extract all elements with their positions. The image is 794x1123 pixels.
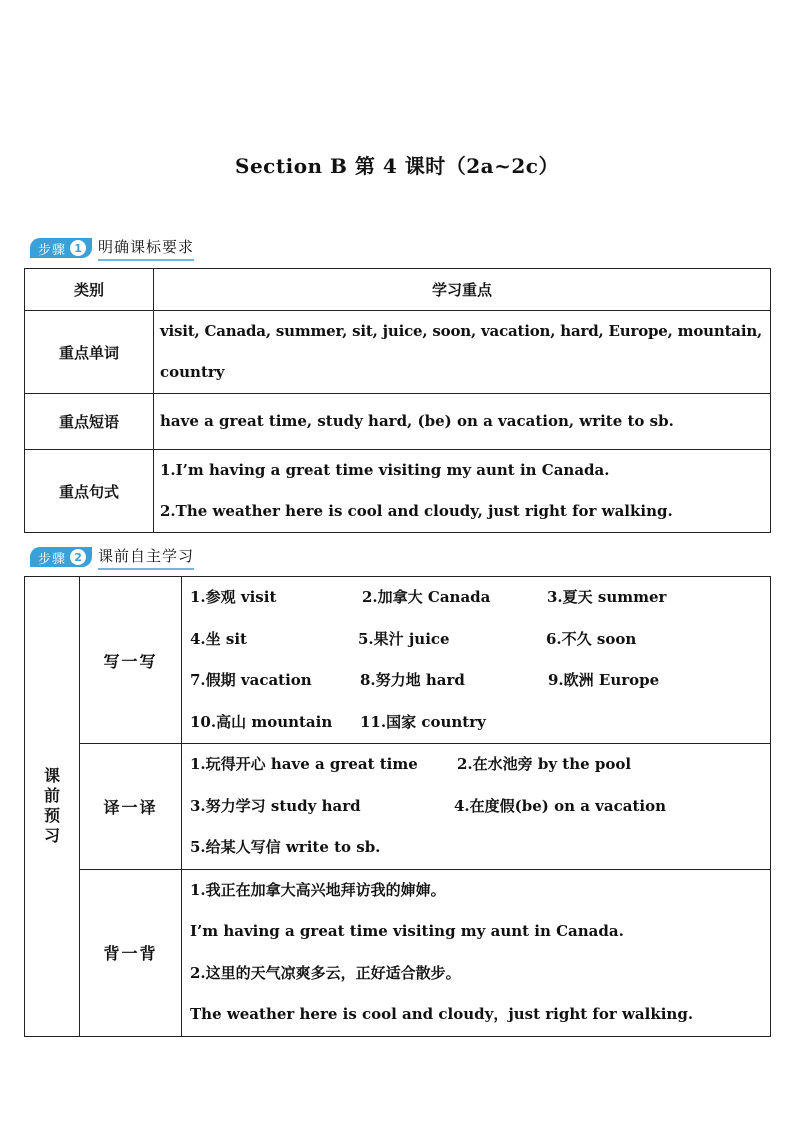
list-item xyxy=(190,786,762,828)
step-number: 1 xyxy=(70,240,86,256)
step-badge-text: 步骤 xyxy=(38,242,67,258)
vocab-item: 1.参观 visit xyxy=(190,588,277,606)
content-line: have a great time, study hard, (be) on a vacation, write to sb. xyxy=(160,412,674,430)
vocab-item: 6.不久 soon xyxy=(546,629,637,648)
table-header-row xyxy=(25,269,771,311)
content-line: visit, Canada, summer, sit, juice, soon, vacation, hard, Europe, mountain, xyxy=(160,322,763,340)
list-item xyxy=(190,660,762,702)
header-category: 类别 xyxy=(25,269,154,311)
step-1-header xyxy=(30,236,194,260)
step-badge-text: 步骤 xyxy=(38,551,67,567)
sentence-line: 2.这里的天气凉爽多云，正好适合散步。 xyxy=(190,963,461,982)
step-2-header xyxy=(30,545,194,569)
row-content xyxy=(154,450,771,533)
table-row xyxy=(25,311,771,394)
step-badge xyxy=(30,238,92,258)
translate-items xyxy=(182,744,771,870)
phrase-item: 5.给某人写信 write to sb. xyxy=(190,838,381,856)
vocab-item: 4.坐 sit xyxy=(190,629,247,648)
write-items xyxy=(182,577,771,744)
list-item xyxy=(190,619,762,661)
content-line: 2.The weather here is cool and cloudy, just right for walking. xyxy=(160,502,673,520)
table-row-recite xyxy=(25,869,771,1036)
vocab-item: 9.欧洲 Europe xyxy=(548,671,660,689)
row-content xyxy=(154,394,771,450)
translate-label: 译一译 xyxy=(80,744,182,870)
row-content xyxy=(154,311,771,394)
sentence-line: I’m having a great time visiting my aunt in Canada. xyxy=(190,922,624,940)
table-row xyxy=(25,450,771,533)
side-char: 课 xyxy=(43,766,60,786)
row-category: 重点句式 xyxy=(25,450,154,533)
page-title: Section B 第 4 课时（2a~2c） xyxy=(235,154,559,178)
list-item xyxy=(190,577,762,619)
preview-study-table xyxy=(24,576,771,1037)
list-item xyxy=(190,827,762,869)
step-label: 课前自主学习 xyxy=(98,545,194,570)
vocab-item: 5.果汁 juice xyxy=(358,629,450,648)
table-row-translate xyxy=(25,744,771,870)
list-item xyxy=(190,702,762,744)
step-number: 2 xyxy=(70,549,86,565)
vocab-item: 2.加拿大 Canada xyxy=(362,588,491,606)
step-label: 明确课标要求 xyxy=(98,236,194,261)
recite-items xyxy=(182,869,771,1036)
phrase-item: 4.在度假(be) on a vacation xyxy=(454,796,667,815)
phrase-item: 2.在水池旁 by the pool xyxy=(457,755,632,773)
vocab-item: 7.假期 vacation xyxy=(190,671,312,689)
row-category: 重点单词 xyxy=(25,311,154,394)
content-line: country xyxy=(160,363,225,381)
content-line: 1.I’m having a great time visiting my aunt in Canada. xyxy=(160,461,610,479)
list-item xyxy=(190,744,762,786)
vocab-item: 8.努力地 hard xyxy=(360,671,465,689)
sentence-line: The weather here is cool and cloudy，just right for walking. xyxy=(190,1005,694,1023)
table-row xyxy=(25,394,771,450)
side-char: 预 xyxy=(43,806,60,826)
side-char: 习 xyxy=(43,826,60,846)
sentence-line: 1.我正在加拿大高兴地拜访我的婶婶。 xyxy=(190,880,446,899)
step-badge xyxy=(30,547,92,567)
curriculum-requirements-table xyxy=(24,268,771,533)
side-char: 前 xyxy=(43,786,60,806)
side-label-preview xyxy=(25,577,80,1037)
phrase-item: 3.努力学习 study hard xyxy=(190,796,361,815)
write-label: 写一写 xyxy=(80,577,182,744)
vocab-item: 3.夏天 summer xyxy=(547,588,667,606)
vocab-item: 11.国家 country xyxy=(360,712,486,731)
table-row-write xyxy=(25,577,771,744)
row-category: 重点短语 xyxy=(25,394,154,450)
phrase-item: 1.玩得开心 have a great time xyxy=(190,755,418,773)
vocab-item: 10.高山 mountain xyxy=(190,712,333,731)
recite-label: 背一背 xyxy=(80,869,182,1036)
header-focus: 学习重点 xyxy=(154,269,771,311)
